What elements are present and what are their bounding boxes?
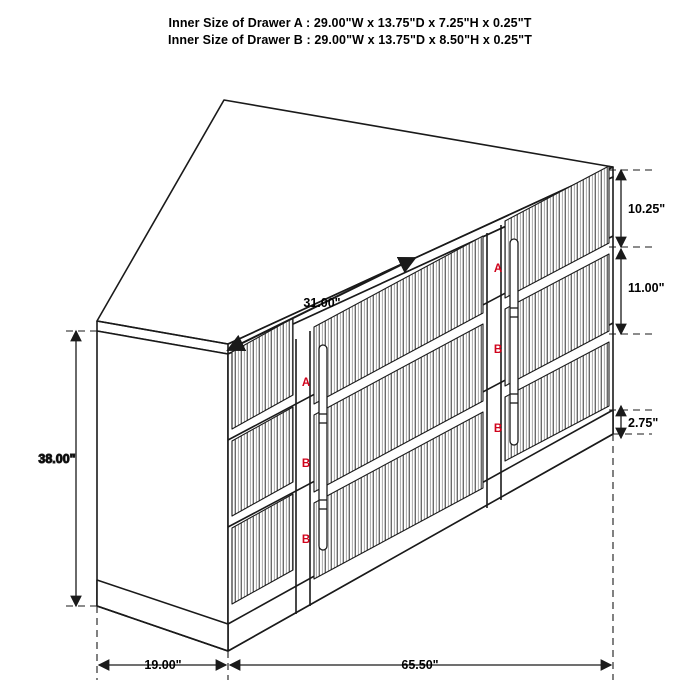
dim-label-base: 2.75" xyxy=(628,416,659,430)
dresser-body xyxy=(96,100,613,651)
dim-label-height: 38.00" xyxy=(38,452,76,466)
label-left-a: A xyxy=(301,377,311,389)
dim-label-drawer-width: 31.00" xyxy=(303,296,341,310)
drawer-a-inner-size-note: Inner Size of Drawer A : 29.00"W x 13.75"D x 7.25"H x 0.25"T xyxy=(168,16,532,30)
dim-label-middle-drawer: 11.00" xyxy=(628,281,665,295)
handle-left[interactable] xyxy=(319,345,327,550)
dim-label-depth: 19.00" xyxy=(144,658,182,672)
label-left-b1: B xyxy=(301,458,311,470)
label-left-b2: B xyxy=(301,534,311,546)
dim-label-width: 65.50" xyxy=(401,658,439,672)
left-drawer-column[interactable] xyxy=(232,318,293,604)
dim-label-top-drawer: 10.25" xyxy=(628,202,666,216)
handle-right[interactable] xyxy=(510,239,518,445)
label-right-a: A xyxy=(493,263,503,275)
label-right-b1: B xyxy=(493,344,503,356)
drawer-b-inner-size-note: Inner Size of Drawer B : 29.00"W x 13.75"D x 8.50"H x 0.25"T xyxy=(168,33,532,47)
label-right-b2: B xyxy=(493,423,503,435)
